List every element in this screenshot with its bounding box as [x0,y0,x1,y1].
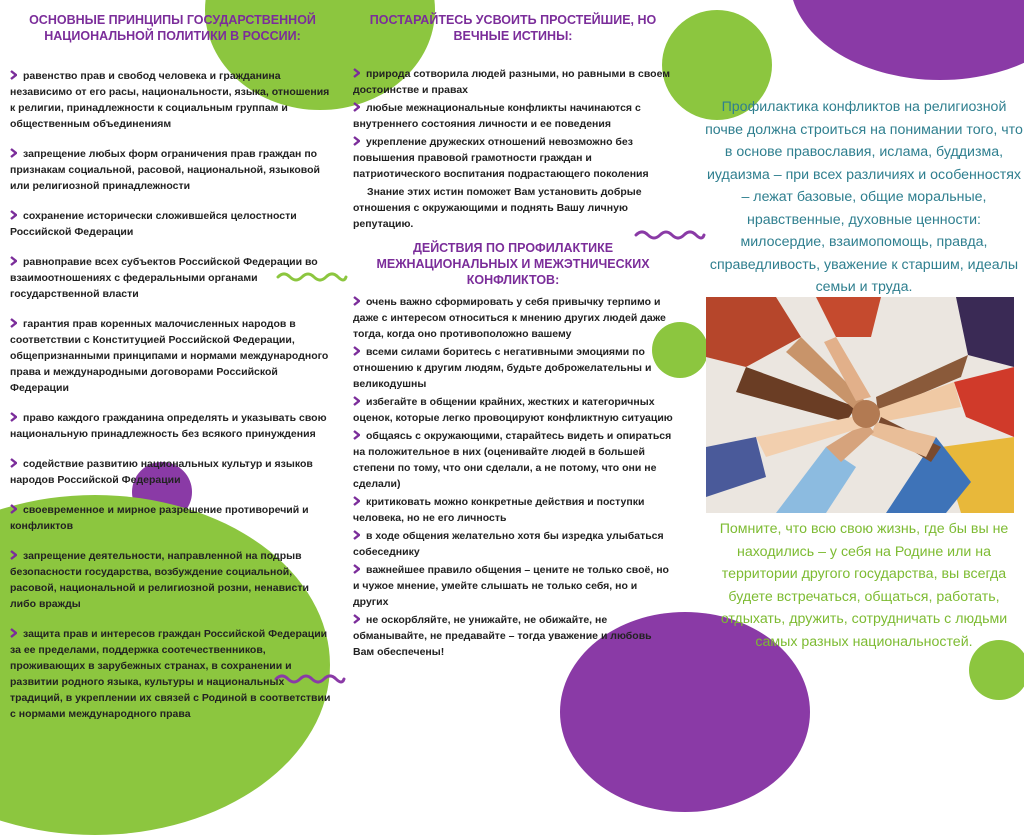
action-item [353,344,673,392]
chevron-right-icon [353,68,360,78]
chevron-right-icon [353,346,360,356]
chevron-right-icon [10,210,17,220]
chevron-right-icon [10,318,17,328]
hands-photo [706,297,1014,513]
truths-heading: ПОСТАРАЙТЕСЬ УСВОИТЬ ПРОСТЕЙШИЕ, НО ВЕЧНЫЕ ИСТИНЫ: [369,13,657,43]
chevron-right-icon [353,136,360,146]
action-item [353,562,673,610]
principle-item [10,410,335,442]
principle-item-text: сохранение исторически сложившейся целостности Российской Федерации [10,210,297,238]
principle-item [10,316,335,396]
chevron-right-icon [353,614,360,624]
chevron-right-icon [10,148,17,158]
action-item-text: очень важно сформировать у себя привычку терпимо и даже с интересом относиться к мнению других людей даже тогда, когда оно противоположно вашему [353,296,666,340]
chevron-right-icon [353,396,360,406]
chevron-right-icon [10,458,17,468]
principle-item-text: право каждого гражданина определять и указывать свою национальную принадлежность без всякого принуждения [10,412,327,440]
principle-item [10,548,335,612]
truths-list [353,66,673,182]
principle-item [10,68,335,132]
truth-item-text: любые межнациональные конфликты начинаются с внутреннего состояния личности и ее поведения [353,102,641,130]
principle-item-text: запрещение любых форм ограничения прав граждан по признакам социальной, расовой, национальной, языковой или религиозной принадлежности [10,148,320,192]
principle-item [10,208,335,240]
action-item [353,294,673,342]
principle-item [10,146,335,194]
principle-item-text: содействие развитию национальных культур и языков народов Российской Федерации [10,458,313,486]
principle-item-text: гарантия прав коренных малочисленных народов в соответствии с Конституцией Российской Федерации, общепризнанными принципами и нормами международного права и международными договорами Российской Федерации [10,318,329,394]
religion-text: Профилактика конфликтов на религиозной почве должна строиться на понимании того, что в основе православия, ислама, буддизма, иудаизма – при всех различиях и особенностях – лежат базовые, общие моральные, нравственные, духовные ценности: милосердие, взаимопомощь, правда, справедливость, уважение к старшим, идеалы семьи и труда. [705,99,1023,295]
principle-item-text: защита прав и интересов граждан Российской Федерации за ее пределами, поддержка соотечественников, проживающих в зарубежных странах, в сохранении и развитии родного языка, культуры и национальных традиций, в укреплении их связей с Родиной в соответствии с нормами международного права [10,628,331,720]
principle-item [10,254,335,302]
action-item [353,494,673,526]
principle-item-text: запрещение деятельности, направленной на подрыв безопасности государства, возбуждение социальной, расовой, национальной и религиозной розни, ненависти либо вражды [10,550,309,610]
chevron-right-icon [10,256,17,266]
action-item [353,428,673,492]
actions-list [353,294,673,660]
principles-heading: ОСНОВНЫЕ ПРИНЦИПЫ ГОСУДАРСТВЕННОЙ НАЦИОНАЛЬНОЙ ПОЛИТИКИ В РОССИИ: [29,13,316,43]
action-item-text: всеми силами боритесь с негативными эмоциями по отношению к другим людям, будьте доброжелательны и великодушны [353,346,652,390]
chevron-right-icon [10,70,17,80]
chevron-right-icon [353,530,360,540]
principles-list [10,68,335,722]
chevron-right-icon [10,550,17,560]
principle-item [10,502,335,534]
truth-item [353,100,673,132]
action-item-text: не оскорбляйте, не унижайте, не обижайте, не обманывайте, не предавайте – тогда уважение и любовь Вам обеспечены! [353,614,652,658]
chevron-right-icon [353,102,360,112]
principle-item-text: равноправие всех субъектов Российской Федерации во взаимоотношениях с федеральными органами государственной власти [10,256,318,300]
chevron-right-icon [10,504,17,514]
chevron-right-icon [353,296,360,306]
remember-text: Помните, что всю свою жизнь, где бы вы не находились – у себя на Родине или на территории другого государства, вы всегда будете встречаться, общаться, работать, отдыхать, дружить, сотрудничать с людьми самых разных национальностей. [719,521,1009,650]
principle-item-text: своевременное и мирное разрешение противоречий и конфликтов [10,504,309,532]
principles-column [10,12,335,736]
action-item [353,394,673,426]
chevron-right-icon [10,412,17,422]
principle-item [10,626,335,722]
truth-item-text: укрепление дружеских отношений невозможно без повышения правовой грамотности граждан и патриотического воспитания подрастающего поколения [353,136,649,180]
action-item [353,612,673,660]
truth-item [353,66,673,98]
actions-heading: ДЕЙСТВИЯ ПО ПРОФИЛАКТИКЕ МЕЖНАЦИОНАЛЬНЫХ И МЕЖЭТНИЧЕСКИХ КОНФЛИКТОВ: [376,241,650,287]
truth-item [353,134,673,182]
truth-item-text: природа сотворила людей разными, но равными в своем достоинстве и правах [353,68,671,96]
action-item-text: важнейшее правило общения – цените не только своё, но и чужое мнение, умейте слышать не только себя, но и других [353,564,669,608]
action-item-text: избегайте в общении крайних, жестких и категоричных оценок, которые легко провоцируют конфликтную ситуацию [353,396,673,424]
action-item-text: в ходе общения желательно хотя бы изредка улыбаться собеседнику [353,530,664,558]
chevron-right-icon [353,430,360,440]
truths-column [353,12,673,662]
chevron-right-icon [353,564,360,574]
chevron-right-icon [10,628,17,638]
action-item-text: критиковать можно конкретные действия и поступки человека, но не его личность [353,496,645,524]
principle-item-text: равенство прав и свобод человека и гражданина независимо от его расы, национальности, языка, отношения к религии, принадлежности к социальным группам и общественным объединениям [10,70,330,130]
principle-item [10,456,335,488]
truths-paragraph: Знание этих истин поможет Вам установить добрые отношения с окружающими и поднять Вашу личную репутацию. [353,186,642,230]
purple-blob-top-right [790,0,1024,80]
action-item-text: общаясь с окружающими, старайтесь видеть и опираться на положительное в них (оценивайте людей в большей степени по тому, что они сделали, а не потому, что они не сделали) [353,430,672,490]
chevron-right-icon [353,496,360,506]
action-item [353,528,673,560]
